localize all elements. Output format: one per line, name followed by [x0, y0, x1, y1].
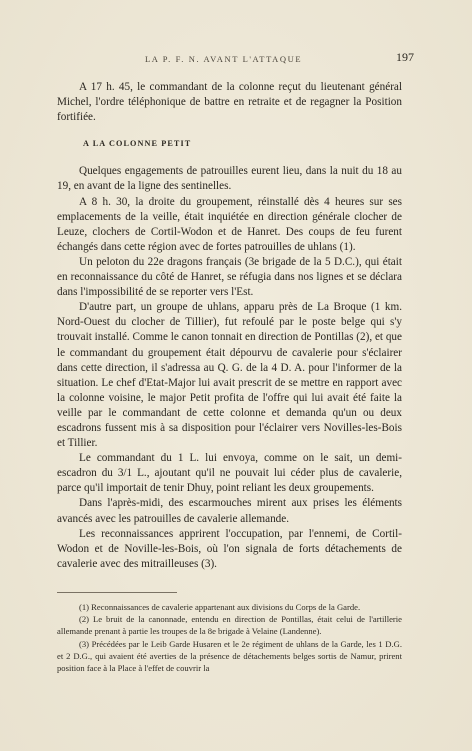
footnote: (2) Le bruit de la canonnade, entendu en direction de Pontillas, était celui de l'artillerie allemande prenant à partie les troupes de la 8e brigade à Velaine (Landenne).: [57, 614, 402, 637]
footnote: (1) Reconnaissances de cavalerie appartenant aux divisions du Corps de la Garde.: [79, 601, 361, 612]
paragraph: Quelques engagements de patrouilles eurent lieu, dans la nuit du 18 au 19, en avant de la ligne des sentinelles.: [57, 165, 402, 193]
paragraph: Un peloton du 22e dragons français (3e brigade de la 5 D.C.), qui était en reconnaissance du côté de Hanret, se réfugia dans nos lignes et se déclara dans l'impossibilité de se reporter vers l'Est.: [57, 255, 402, 299]
page-number: 197: [396, 50, 414, 64]
running-title: LA P. F. N. AVANT L'ATTAQUE: [145, 54, 303, 64]
paragraph: Les reconnaissances apprirent l'occupation, par l'ennemi, de Cortil-Wodon et de Noville-les-Bois, où l'on signala de forts détachements de cavalerie avec des mitrailleuses (3).: [57, 527, 402, 570]
paragraph: Dans l'après-midi, des escarmouches mirent aux prises les éléments avancés avec les patrouilles de cavalerie allemande.: [57, 497, 402, 525]
intro-paragraph: A 17 h. 45, le commandant de la colonne reçut du lieutenant général Michel, l'ordre téléphonique de battre en retraite et de regagner la Position fortifiée.: [57, 81, 402, 124]
footnote-divider: [57, 592, 177, 593]
page-body: [57, 80, 402, 674]
footnote: (3) Précédées par le Leib Garde Husaren et le 2e régiment de uhlans de la Garde, les 1 D.G. et 2 D.G., qui avaient été averties de la présence de détachements belges sortis de Namur, prirent position face à la Place à l'effet de couvrir la: [57, 638, 402, 673]
paragraph: Le commandant du 1 L. lui envoya, comme on le sait, un demi-escadron du 3/1 L., ajoutant qu'il ne pouvait lui céder plus de cavalerie, parce qu'il importait de tenir Dhuy, point reliant les deux groupements.: [57, 452, 402, 495]
section-heading: A LA COLONNE PETIT: [83, 139, 192, 149]
paragraph: A 8 h. 30, la droite du groupement, réinstallé dès 4 heures sur ses emplacements de la veille, était inquiétée en direction générale clocher de Leuze, clochers de Cortil-Wodon et de Hanret. Des coups de feu furent échangés dans cette région avec de fortes patrouilles de uhlans (1).: [57, 195, 402, 253]
footnotes: [57, 601, 402, 674]
paragraph: D'autre part, un groupe de uhlans, apparu près de La Broque (1 km. Nord-Ouest du clocher de Tillier), fut refoulé par le poste belge qui s'y trouvait installé. Comme le canon tonnait en direction de Pontillas (2), et que le commandant du groupement était dépourvu de cavalerie pour s'éclairer dans cette direction, il s'adressa au Q. G. de la 4 D. A. pour l'informer de la situation. Le chef d'Etat-Major lui avait prescrit de se mettre en rapport avec la colonne voisine, le major Petit profita de l'offre qui lui avait été faite la veille par le commandant de cette colonne et demanda qu'un ou deux escadrons fussent mis à sa disposition pour l'éclairer vers Novilles-les-Bois et Tillier.: [57, 301, 402, 450]
